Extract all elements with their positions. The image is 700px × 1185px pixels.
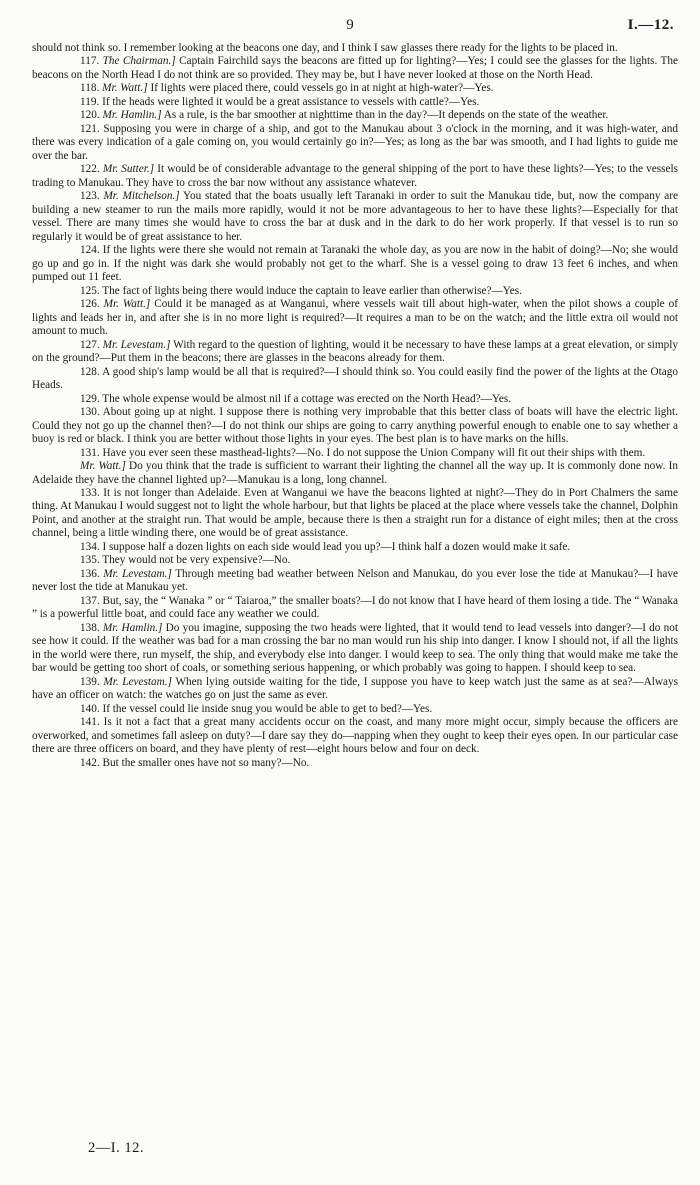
- question-number: 135.: [80, 554, 100, 567]
- question-number: 120.: [80, 109, 100, 122]
- paragraph-p126: [32, 298, 678, 338]
- paragraph-text: I suppose half a dozen lights on each side would lead you up?—I think half a dozen would make it safe.: [102, 540, 571, 553]
- paragraph-text: About going up at night. I suppose there is nothing very improbable that this better class of boats will have the electric light. Could they not go up the channel then?—I do not think our ships are going to carry anything powerful enough to enable one to say whether a buoy is red or black. I think you are better without those lights in your eyes. The best plan is to have marks on the hills.: [32, 406, 678, 446]
- paragraph-p131: [32, 447, 678, 460]
- question-number: 117.: [80, 55, 100, 68]
- paragraph-p120: [32, 109, 678, 122]
- question-number: 128.: [80, 365, 100, 378]
- paragraph-text: Supposing you were in charge of a ship, and got to the Manukau about 3 o'clock in the morning, and it was high-water, and there was every indication of a gale coming on, you would certainly go in?—Yes; as long as the bar was smooth, and I had lights to guide me over the bar.: [32, 122, 678, 162]
- paragraph-text: Is it not a fact that a great many accidents occur on the coast, and many more might occur, simply because the officers are overworked, and sometimes fall asleep on duty?—I dare say they do—napping when they ought to keep their eyes open. In our particular case there are three officers on board, and they have plenty of rest—eight hours below and four on deck.: [32, 716, 678, 756]
- paragraph-p134: [32, 541, 678, 554]
- document-body: [32, 42, 678, 770]
- paragraph-p132: [32, 460, 678, 487]
- speaker-name: Mr. Watt.]: [80, 460, 126, 473]
- question-number: 138.: [80, 621, 100, 634]
- question-number: 130.: [80, 406, 100, 419]
- paragraph-text: It is not longer than Adelaide. Even at Wanganui we have the beacons lighted at night?—They do in Port Chalmers the same thing. At Manukau I would suggest not to light the whole harbour, but that lights be placed at the place where vessels take the channel, Dolphin Point, and another at the straight run. That would be ample, because there is then a straight run for a distance of eight miles; then at the cross channel, being a little winding there, one would be of great assistance.: [32, 486, 679, 540]
- question-number: 141.: [80, 716, 100, 729]
- paragraph-p127: [32, 339, 678, 366]
- paragraph-p142: [32, 757, 678, 770]
- paragraph-text: The fact of lights being there would induce the captain to leave earlier than otherwise?—Yes.: [102, 284, 522, 297]
- paragraph-p139: [32, 676, 678, 703]
- question-number: 118.: [80, 82, 100, 95]
- speaker-name: Mr. Levestam.]: [103, 567, 172, 580]
- question-number: 125.: [80, 284, 100, 297]
- question-number: 122.: [80, 163, 100, 176]
- paragraph-text: Do you imagine, supposing the two heads were lighted, that it would tend to lead vessels into danger?—I do not see how it could. If the weather was bad for a man crossing the bar no man would run his ship into danger. I know I should not, if all the lights in the world were there, run myself, the ship, and everybody else into danger. I would keep to sea. The only thing that would make me take the bar would be getting too short of coals, or something serious happening, or which probably was going to happen. I should keep to sea.: [32, 621, 679, 675]
- question-number: 121.: [80, 122, 100, 135]
- question-number: 140.: [80, 702, 100, 715]
- speaker-name: Mr. Hamlin.]: [102, 109, 162, 122]
- speaker-name: Mr. Mitchelson.]: [103, 190, 180, 203]
- paragraph-p117: [32, 55, 678, 82]
- speaker-name: Mr. Sutter.]: [102, 163, 155, 176]
- paragraph-text: Have you ever seen these masthead-lights?—No. I do not suppose the Union Company will fit out their ships with them.: [102, 446, 646, 459]
- paragraph-p124: [32, 244, 678, 284]
- paragraph-text: Through meeting bad weather between Nelson and Manukau, do you ever lose the tide at Manukau?—I have never lost the tide at Manukau yet.: [32, 567, 679, 594]
- paragraph-p0: [32, 42, 678, 55]
- question-number: 119.: [80, 95, 100, 108]
- question-number: 142.: [80, 756, 100, 769]
- paragraph-p138: [32, 622, 678, 676]
- paragraph-text: should not think so. I remember looking at the beacons one day, and I think I saw glasses there ready for the lights to be placed in.: [32, 42, 618, 54]
- paragraph-p125: [32, 285, 678, 298]
- question-number: 136.: [80, 567, 100, 580]
- paragraph-text: Could it be managed as at Wanganui, where vessels wait till about high-water, when the pilot shows a couple of lights and leads her in, and after she is in no more light is required?—It requires a man to be on the watch; and the little extra oil would not amount to much.: [32, 298, 678, 338]
- paragraph-text: If lights were placed there, could vessels go in at night at high-water?—Yes.: [147, 82, 494, 95]
- paragraph-text: If the vessel could lie inside snug you would be able to get to bed?—Yes.: [102, 702, 433, 715]
- paragraph-p140: [32, 703, 678, 716]
- paragraph-p137: [32, 595, 678, 622]
- paragraph-p118: [32, 82, 678, 95]
- page-number: 9: [346, 17, 354, 33]
- paragraph-text: A good ship's lamp would be all that is required?—I should think so. You could easily find the power of the lights at the Otago Heads.: [32, 365, 678, 392]
- speaker-name: Mr. Watt.]: [103, 298, 151, 311]
- speaker-name: Mr. Hamlin.]: [102, 621, 163, 634]
- question-number: 127.: [80, 338, 100, 351]
- paragraph-p129: [32, 393, 678, 406]
- paragraph-p130: [32, 406, 678, 446]
- paragraph-p135: [32, 554, 678, 567]
- paragraph-p128: [32, 366, 678, 393]
- question-number: 129.: [80, 392, 100, 405]
- paragraph-text: Do you think that the trade is sufficient to warrant their lighting the channel all the way up. It is commonly done now. In Adelaide they have the channel lighted up?—Manukau is a long, long channel.: [32, 460, 678, 486]
- paragraph-text: Captain Fairchild says the beacons are fitted up for lighting?—Yes; I could see the glasses for the lights. The beacons on the North Head I do not think are so provided. They may be, but I have never looked at those on the North Head.: [32, 55, 679, 81]
- question-number: 139.: [80, 675, 100, 688]
- paragraph-text: If the heads were lighted it would be a great assistance to vessels with cattle?—Yes.: [102, 95, 480, 108]
- question-number: 124.: [80, 244, 100, 257]
- speaker-name: Mr. Levestam.]: [102, 338, 171, 351]
- paragraph-p119: [32, 96, 678, 109]
- paragraph-text: It would be of considerable advantage to the general shipping of the port to have these lights?—Yes; to the vessels trading to Manukau. They have to cross the bar now without any assistance whatever.: [32, 163, 678, 189]
- paragraph-p141: [32, 716, 678, 756]
- speaker-name: The Chairman.]: [102, 55, 176, 68]
- paragraph-text: They would not be very expensive?—No.: [102, 554, 291, 567]
- paragraph-text: But, say, the “ Wanaka ” or “ Taiaroa,” the smaller boats?—I do not know that I have heard of them losing a tide. The “ Wanaka ” is a powerful little boat, and could face any weather we could.: [32, 594, 678, 621]
- paragraph-p133: [32, 487, 678, 541]
- question-number: 131.: [80, 446, 100, 459]
- question-number: 134.: [80, 540, 100, 553]
- paragraph-text: When lying outside waiting for the tide, I suppose you have to keep watch just the same as at sea?—Always have an officer on watch: the watches go on just the same as ever.: [32, 675, 679, 702]
- question-number: 123.: [80, 190, 100, 203]
- document-reference: I.—12.: [627, 17, 674, 33]
- signature-mark: 2—I. 12.: [88, 1140, 144, 1156]
- paragraph-p121: [32, 123, 678, 163]
- paragraph-p123: [32, 190, 678, 244]
- paragraph-p136: [32, 568, 678, 595]
- question-number: 126.: [80, 298, 100, 311]
- paragraph-text: You stated that the boats usually left Taranaki in order to suit the Manukau tide, but, now the company are building a new steamer to run the mails more rapidly, would it not be more advantageous to her to have these lights?—Especially for that vessel. There are many times she would have to cross the bar at dusk and in the dark to do her work properly. If that vessel is to run so regularly it would be of great assistance to her.: [32, 190, 679, 243]
- paragraph-text: The whole expense would be almost nil if a cottage was erected on the North Head?—Yes.: [102, 392, 512, 405]
- question-number: 137.: [80, 594, 100, 607]
- paragraph-p122: [32, 163, 678, 190]
- speaker-name: Mr. Watt.]: [102, 82, 148, 95]
- paragraph-text: As a rule, is the bar smoother at nighttime than in the day?—It depends on the state of the weather.: [161, 109, 609, 122]
- paragraph-text: If the lights were there she would not remain at Taranaki the whole day, as you are now in the habit of doing?—No; she would go up and go in. If the night was dark she would probably not get to the wharf. She is a vessel going to draw 13 feet 6 inches, and when pumped out 11 feet.: [32, 244, 679, 284]
- question-number: 133.: [80, 486, 100, 499]
- paragraph-text: With regard to the question of lighting, would it be necessary to have these lamps at a great elevation, or simply on the ground?—Put them in the beacons; there are glasses in the beacons already for them.: [32, 338, 678, 365]
- speaker-name: Mr. Levestam.]: [103, 675, 172, 688]
- paragraph-text: But the smaller ones have not so many?—No.: [102, 756, 310, 769]
